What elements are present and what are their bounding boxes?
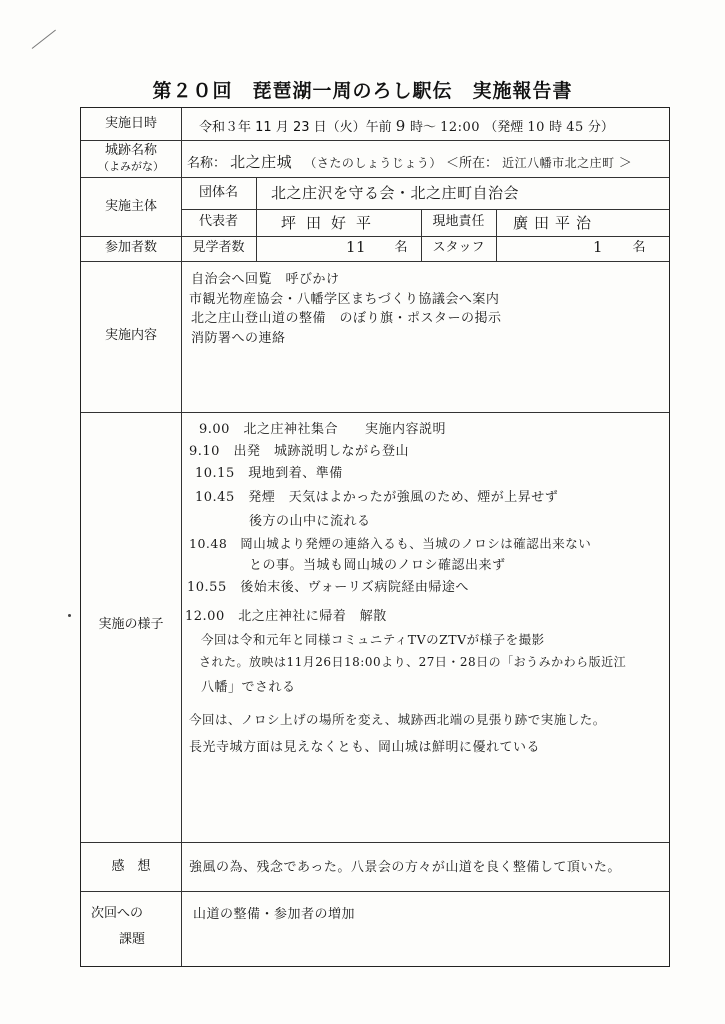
date-mid2: （発煙 <box>484 120 524 135</box>
visitors-unit: 名 <box>394 240 408 255</box>
onsite-manager-value: 廣田平治 <box>513 214 598 232</box>
page-title: 第２０回 琵琶湖一周のろし駅伝 実施報告書 <box>152 80 573 102</box>
content-line: 北之庄山登山道の整備 のぼり旗・ポスターの掲示 <box>191 311 502 326</box>
label-impression: 感 想 <box>111 859 151 874</box>
state-line: 9.10 出発 城跡説明しながら登山 <box>189 444 409 459</box>
staff-unit: 名 <box>632 240 646 255</box>
content-line: 市観光物産協会・八幡学区まちづくり協議会へ案内 <box>189 292 500 307</box>
date-mid3: 時 <box>549 120 563 135</box>
onsite-manager-label: 現地責任 <box>432 214 485 229</box>
label-next-issue-2: 課題 <box>119 932 146 947</box>
representative-value: 坪田好平 <box>281 214 382 232</box>
location-close: ＞ <box>618 156 632 171</box>
group-name-value: 北之庄沢を守る会・北之庄町自治会 <box>271 184 520 202</box>
date-suffix: 分） <box>587 120 614 135</box>
state-line: 長光寺城方面は見えなくとも、岡山城は鮮明に優れている <box>189 740 541 755</box>
location-value: 近江八幡市北之庄町 <box>502 156 615 170</box>
label-next-issue: 次回への <box>91 906 144 921</box>
label-participants: 参加者数 <box>104 240 157 255</box>
start-hour: 9 <box>395 117 406 135</box>
next-issue-text: 山道の整備・参加者の増加 <box>193 907 356 922</box>
date-prefix: 令和３年 11 月 23 日（火）午前 <box>199 120 392 135</box>
margin-dot <box>68 614 71 617</box>
visitors-count: 11 <box>346 238 367 256</box>
state-line: 10.48 岡山城より発煙の連絡入るも、当城のノロシは確認出来ない <box>189 536 592 551</box>
label-site-reading: （よみがな） <box>98 160 164 173</box>
state-line: 八幡」でされる <box>201 680 296 695</box>
label-site-name: 城跡名称 <box>104 143 157 158</box>
content-line: 自治会へ回覧 呼びかけ <box>191 272 340 287</box>
location-label: ＜所在： <box>445 156 498 171</box>
state-line: 9.00 北之庄神社集合 実施内容説明 <box>199 422 446 437</box>
content-line: 消防署への連絡 <box>191 331 286 346</box>
state-line: 10.15 現地到着、準備 <box>195 466 343 481</box>
label-content: 実施内容 <box>104 328 157 343</box>
site-row <box>187 151 632 172</box>
visitors-label: 見学者数 <box>192 240 245 255</box>
state-line: された。放映は11月26日18:00より、27日・28日の「おうみかわら版近江 <box>199 655 627 669</box>
state-line: 今回は、ノロシ上げの場所を変え、城跡西北端の見張り跡で実施した。 <box>189 712 606 727</box>
pen-stroke-mark <box>32 30 56 49</box>
smoke-minute: 45 <box>566 120 584 135</box>
state-line: との事。当城も岡山城のノロシ確認出来ず <box>195 558 506 573</box>
state-line: 今回は令和元年と同様コミュニティTVのZTVが様子を撮影 <box>201 632 545 647</box>
state-line: 12.00 北之庄神社に帰着 解散 <box>185 609 387 624</box>
smoke-hour: 10 <box>527 120 545 135</box>
staff-label: スタッフ <box>432 240 485 255</box>
end-time: 12:00 <box>440 120 481 135</box>
representative-label: 代表者 <box>198 214 238 229</box>
state-line: 後方の山中に流れる <box>195 514 371 529</box>
label-state: 実施の様子 <box>98 617 164 632</box>
staff-count: 1 <box>593 238 604 256</box>
impression-text: 強風の為、残念であった。八景会の方々が山道を良く整備して頂いた。 <box>189 860 621 875</box>
site-reading-value: （さたのしょうじょう） <box>304 156 442 170</box>
state-line: 10.55 後始末後、ヴォーリズ病院経由帰途へ <box>187 580 469 595</box>
label-date: 実施日時 <box>104 116 157 131</box>
report-form <box>80 107 670 967</box>
state-line: 10.45 発煙 天気はよかったが強風のため、煙が上昇せず <box>195 490 559 505</box>
site-name-value: 北之庄城 <box>230 153 293 171</box>
date-row <box>199 116 614 135</box>
site-name-label: 名称： <box>187 156 227 171</box>
group-name-label: 団体名 <box>198 185 238 200</box>
label-organizer: 実施主体 <box>104 199 157 214</box>
date-mid1: 時～ <box>409 120 436 135</box>
